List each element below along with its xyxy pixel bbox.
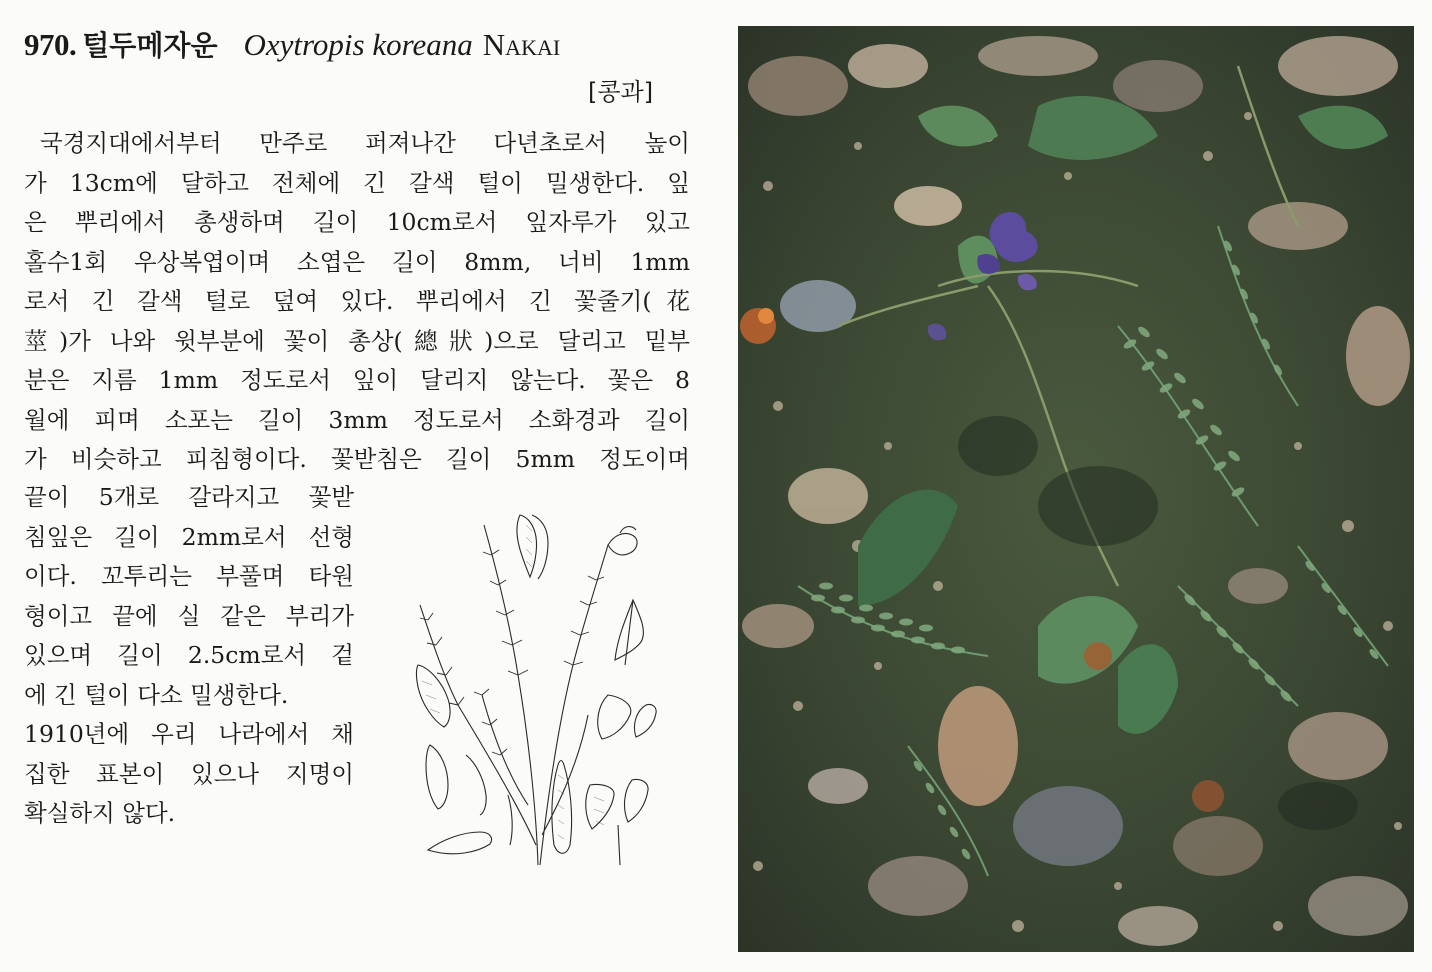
text-line: 국경지대에서부터 만주로 퍼져나간 다년초로서 높이 [40, 129, 690, 157]
text-line: 있으며 길이 2.5cm로서 겉 [24, 641, 354, 669]
entry-number: 970. [24, 27, 77, 62]
description-text [24, 124, 690, 480]
text-line: 확실하지 않다. [24, 799, 176, 827]
text-line: 1910년에 우리 나라에서 채 [24, 720, 354, 748]
entry-heading [24, 24, 704, 64]
description-text-continued [24, 478, 354, 834]
text-line: 끝이 5개로 갈라지고 꽃받 [24, 483, 354, 511]
korean-plant-name: 털두메자운 [82, 29, 218, 62]
text-line: 침잎은 길이 2mm로서 선형 [24, 522, 354, 551]
text-line: 형이고 끝에 실 같은 부리가 [24, 601, 354, 630]
text-line: 가 비슷하고 피침형이다. 꽃받침은 길이 5mm 정도이며 [24, 445, 690, 473]
text-line: 집한 표본이 있으나 지명이 [24, 759, 354, 788]
text-line: 가 13cm에 달하고 전체에 긴 갈색 털이 밀생한다. 잎 [24, 168, 690, 197]
text-line: 莖)가 나와 윗부분에 꽃이 총상(總狀)으로 달리고 밑부 [24, 326, 690, 355]
text-line: 분은 지름 1mm 정도로서 잎이 달리지 않는다. 꽃은 8 [24, 366, 690, 394]
text-line: 은 뿌리에서 총생하며 길이 10cm로서 잎자루가 있고 [24, 208, 690, 236]
text-line: 에 긴 털이 다소 밀생한다. [24, 680, 289, 709]
text-line: 로서 긴 갈색 털로 덮여 있다. 뿌리에서 긴 꽃줄기(花 [24, 287, 690, 315]
scientific-name: Oxytropis koreana [243, 27, 473, 62]
text-line: 이다. 꼬투리는 부풀며 타원 [24, 562, 354, 590]
plant-photo [738, 26, 1414, 952]
author-name: Nakai [482, 27, 561, 62]
text-line: 홀수1회 우상복엽이며 소엽은 길이 8mm, 너비 1mm [24, 247, 690, 276]
text-line: 월에 피며 소포는 길이 3mm 정도로서 소화경과 길이 [24, 405, 690, 434]
botanical-illustration [408, 505, 670, 875]
plant-family: [콩과] [588, 78, 654, 106]
